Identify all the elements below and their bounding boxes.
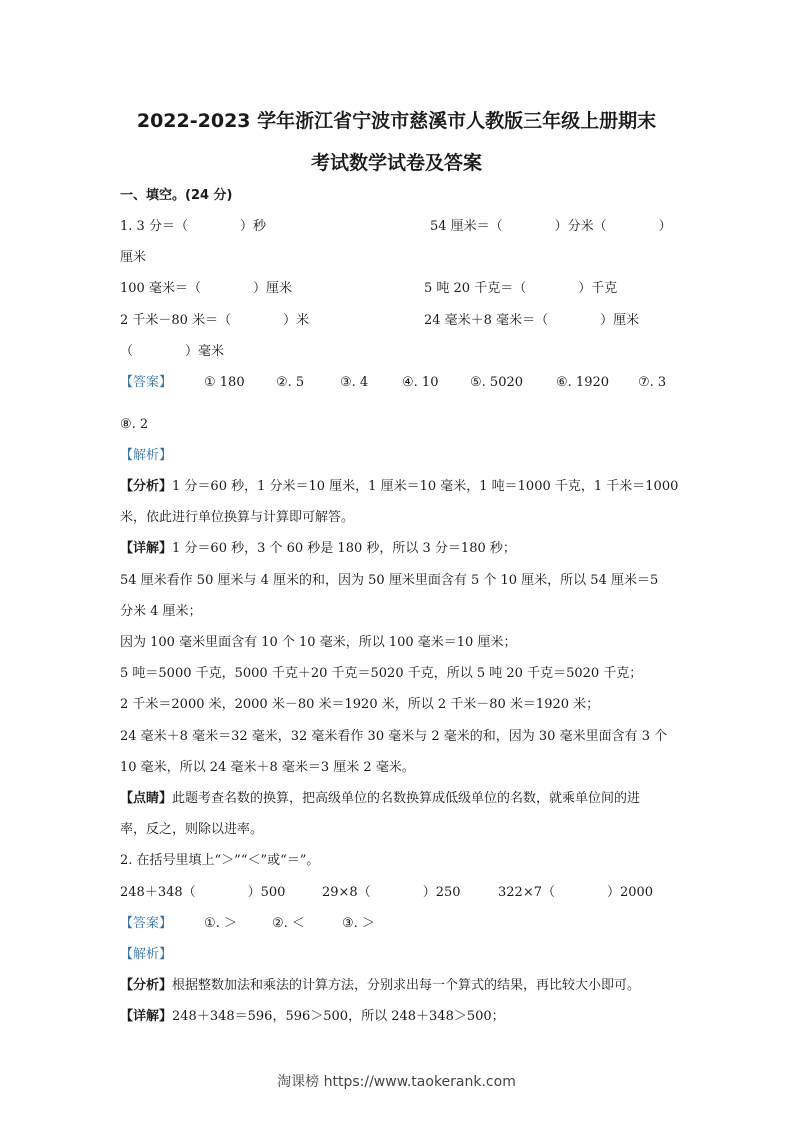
answer-item: ③. 4: [340, 375, 369, 390]
analysis-paragraph: [120, 977, 640, 995]
footer-watermark: 淘课榜 https://www.taokerank.com: [277, 1074, 516, 1090]
question-2-part-c: 322×7（ ）2000: [498, 885, 654, 900]
detail-text: 24 毫米＋8 毫米＝32 毫米，32 毫米看作 30 毫米与 2 毫米的和，因为 30 毫米里面含有 3 个: [120, 729, 668, 744]
detail-text: 2 千米＝2000 米，2000 米－80 米＝1920 米，所以 2 千米－80 米＝1920 米；: [120, 697, 600, 712]
detail-label: 【详解】: [120, 541, 173, 556]
answer-tag: 【答案】: [120, 375, 173, 390]
answer-item: ⑧. 2: [120, 417, 149, 432]
answer-item: ③. ＞: [342, 916, 375, 931]
question-2-part-b: 29×8（ ）250: [322, 885, 461, 900]
question-1-part-d: 5 吨 20 千克＝（ ）千克: [424, 281, 618, 296]
detail-text: 1 分＝60 秒，3 个 60 秒是 180 秒，所以 3 分＝180 秒；: [172, 541, 516, 556]
comment-paragraph: [120, 790, 640, 808]
answer-item: ⑦. 3: [638, 375, 667, 390]
analysis-paragraph: [120, 478, 678, 496]
answer-item: ⑤. 5020: [470, 375, 524, 390]
question-2-part-a: 248＋348（ ）500: [120, 885, 286, 900]
answer-tag: 【答案】: [120, 916, 173, 931]
answer-item: ① 180: [204, 375, 245, 390]
question-1-part-f-cont: （ ）毫米: [120, 344, 225, 359]
analysis-tag: 【解析】: [120, 448, 173, 463]
question-1-part-b-cont: 厘米: [120, 250, 147, 265]
answer-item: ②. ＜: [272, 916, 305, 931]
question-1-part-c: 100 毫米＝（ ）厘米: [120, 281, 292, 296]
comment-text: 此题考查名数的换算，把高级单位的名数换算成低级单位的名数，就乘单位间的进: [172, 791, 641, 806]
question-1-part-e: 2 千米－80 米＝（ ）米: [120, 313, 310, 328]
answer-item: ②. 5: [276, 375, 305, 390]
question-1-part-b: 54 厘米＝（ ）分米（ ）: [430, 219, 672, 234]
analysis-label: 【分析】: [120, 479, 173, 494]
detail-text: 因为 100 毫米里面含有 10 个 10 毫米，所以 100 毫米＝10 厘米；: [120, 635, 517, 650]
section-heading: 一、填空。(24 分): [120, 188, 233, 203]
answer-item: ④. 10: [402, 375, 439, 390]
question-2-stem: 2. 在括号里填上“＞”“＜”或“＝”。: [120, 853, 320, 868]
detail-label: 【详解】: [120, 1009, 173, 1024]
detail-text: 分米 4 厘米；: [120, 604, 202, 619]
analysis-tag: 【解析】: [120, 947, 173, 962]
detail-text: 248＋348＝596，596＞500，所以 248＋348＞500；: [172, 1009, 505, 1024]
detail-text: 10 毫米，所以 24 毫米＋8 毫米＝3 厘米 2 毫米。: [120, 760, 415, 775]
analysis-text: 根据整数加法和乘法的计算方法，分别求出每一个算式的结果，再比较大小即可。: [172, 978, 641, 993]
question-1-part-a: 1. 3 分＝（ ）秒: [120, 219, 266, 234]
question-1-part-f: 24 毫米＋8 毫米＝（ ）厘米: [424, 313, 640, 328]
detail-paragraph: [120, 1008, 505, 1026]
analysis-text: 1 分＝60 秒，1 分米＝10 厘米，1 厘米＝10 毫米，1 吨＝1000 千克，1 千米＝1000: [172, 479, 679, 494]
page-title-line1: 2022-2023 学年浙江省宁波市慈溪市人教版三年级上册期末: [136, 110, 657, 132]
detail-text: 5 吨＝5000 千克，5000 千克＋20 千克＝5020 千克，所以 5 吨 20 千克＝5020 千克；: [120, 666, 643, 681]
detail-paragraph: [120, 540, 516, 558]
analysis-text: 米，依此进行单位换算与计算即可解答。: [120, 510, 355, 525]
comment-label: 【点睛】: [120, 791, 173, 806]
analysis-label: 【分析】: [120, 978, 173, 993]
comment-text: 率，反之，则除以进率。: [120, 822, 264, 837]
answer-item: ①. ＞: [204, 916, 237, 931]
detail-text: 54 厘米看作 50 厘米与 4 厘米的和，因为 50 厘米里面含有 5 个 10 厘米，所以 54 厘米＝5: [120, 573, 659, 588]
answer-item: ⑥. 1920: [556, 375, 610, 390]
page-title-line2: 考试数学试卷及答案: [310, 152, 482, 174]
